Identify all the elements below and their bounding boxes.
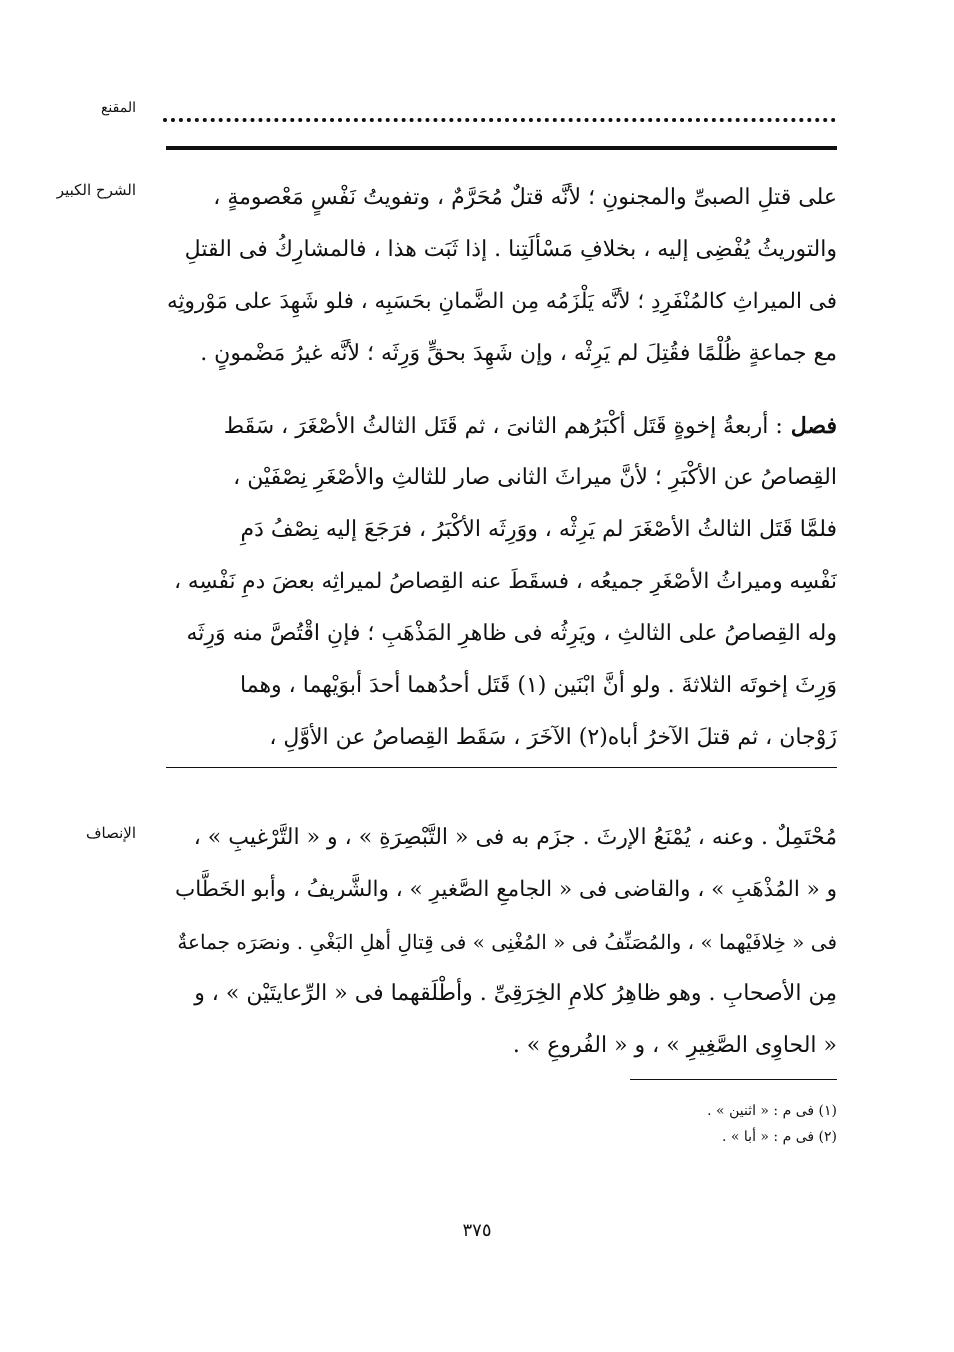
footnote: (٢) فى م : « أبا » .: [722, 1129, 837, 1145]
fasl-line: القِصاصُ عن الأكْبَرِ ؛ لأنَّ ميراثَ الثانى صار للثالثِ والأصْغَرِ نِصْفَيْن ،: [233, 465, 837, 490]
insaf-side-label: الإنصاف: [85, 824, 136, 842]
sharh-text-block: [166, 172, 837, 380]
fasl-heading: فصل: [790, 413, 837, 439]
fasl-line: زَوْجان ، ثم قتلَ الآخرُ أباه(٢) الآخَرَ ، سَقَط القِصاصُ عن الأوَّلِ ،: [269, 725, 837, 750]
insaf-line: « الحاوِى الصَّغِيرِ » ، و « الفُروعِ » .: [512, 1033, 837, 1058]
fasl-line: وله القِصاصُ على الثالثِ ، ويَرِثُه فى ظاهرِ المَذْهَبِ ؛ فإنِ اقْتُصَّ منه وَرِثَه: [186, 621, 837, 646]
sharh-line: مع جماعةٍ ظُلْمًا فقُتِلَ لم يَرِثْه ، وإن شَهِدَ بحقٍّ وَرِثَه ؛ لأنَّه غيرُ مَضْمونٍ .: [200, 341, 837, 366]
header-dotted-leader: [163, 112, 836, 122]
fasl-first-line: [166, 400, 837, 452]
fasl-text-block: [166, 400, 837, 764]
page-number: ٣٧٥: [462, 1220, 492, 1241]
sharh-side-label: الشرح الكبير: [56, 181, 136, 199]
insaf-line: مُحْتَمِلٌ . وعنه ، يُمْنَعُ الإرثَ . جزَم به فى « التَّبْصِرَةِ » ، و « التَّرْغيبِ » ،: [193, 825, 837, 850]
sharh-line: فى الميراثِ كالمُنْفَرِدِ ؛ لأنَّه يَلْزَمُه مِن الضَّمانِ بحَسَبِه ، فلو شَهِدَ على مَوْروثِه: [166, 289, 837, 314]
footnote-rule: [630, 1079, 837, 1080]
insaf-line: مِن الأصحابِ . وهو ظاهِرُ كلامِ الخِرَقِىِّ . وأطْلَقهما فى « الرِّعايتَيْن » ، و: [194, 981, 837, 1006]
insaf-line: فى « خِلافَيْهما » ، والمُصَنِّفُ فى « المُغْنِى » فى قِتالِ أهلِ البَغْىِ . ونصَرَه جماعةٌ: [177, 930, 837, 954]
fasl-first-line-text: : أربعةُ إخوةٍ قَتَل أكْبَرُهم الثانىَ ، ثم قَتَل الثالثُ الأصْغَرَ ، سَقَط: [223, 414, 783, 439]
fasl-line: وَرِثَ إخوتَه الثلاثةَ . ولو أنَّ ابْنَين (١) قَتَل أحدُهما أحدَ أبوَيْهما ، وهما: [240, 673, 837, 698]
header-rule: [166, 146, 837, 150]
section-divider: [166, 767, 837, 768]
insaf-line: و « المُذْهَبِ » ، والقاضى فى « الجامعِ الصَّغيرِ » ، والشَّريفُ ، وأبو الخَطَّاب: [175, 877, 837, 902]
sharh-line: على قتلِ الصبىِّ والمجنونِ ؛ لأنَّه قتلٌ مُحَرَّمٌ ، وتفويتُ نَفْسٍ مَعْصومةٍ ،: [213, 185, 837, 210]
insaf-text-block: [166, 812, 837, 1072]
running-header-title: المقنع: [100, 100, 136, 116]
fasl-line: فلمَّا قَتَل الثالثُ الأصْغَرَ لم يَرِثْه ، ووَرِثَه الأكْبَرُ ، فرَجَعَ إليه نِصْفُ دَمِ: [240, 517, 837, 542]
footnote: (١) فى م : « اثنين » .: [707, 1103, 837, 1119]
footnotes: [600, 1098, 837, 1150]
sharh-line: والتوريثُ يُفْضِى إليه ، بخلافِ مَسْألَتِنا . إذا ثَبَت هذا ، فالمشارِكُ فى القتلِ: [184, 237, 837, 262]
fasl-line: نَفْسِه وميراثُ الأصْغَرِ جميعُه ، فسقَطَ عنه القِصاصُ لميراثِه بعضَ دمِ نَفْسِه ،: [174, 569, 837, 594]
